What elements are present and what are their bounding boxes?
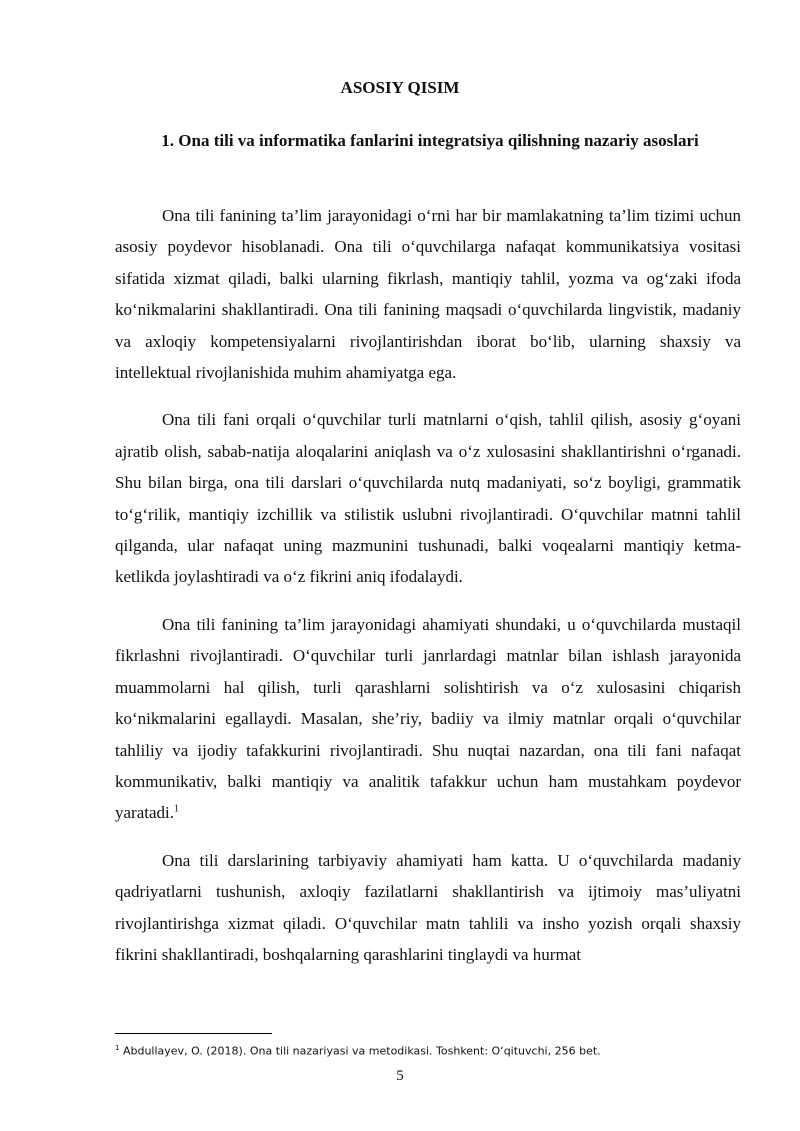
paragraph-3 [115, 609, 741, 829]
footnote-reference[interactable]: 1 [174, 803, 179, 815]
paragraph-3-text: Ona tili fanining ta’lim jarayonidagi ahamiyati shundaki, u o‘quvchilarda mustaqil fikrlashni rivojlantiradi. O‘quvchilar turli janrlardagi matnlar bilan ishlash jarayonida muammolarni hal qilish, turli qarashlarni solishtirish va o‘z xulosasini chiqarish ko‘nikmalarini egallaydi. Masalan, she’riy, badiiy va ilmiy matnlar orqali o‘quvchilar tahliliy va ijodiy tafakkurini rivojlantiradi. Shu nuqtai nazardan, ona tili fani nafaqat kommunikativ, balki mantiqiy va analitik tafakkur uchun ham mustahkam poydevor yaratadi. [115, 614, 741, 823]
paragraph-1: Ona tili fanining ta’lim jarayonidagi o‘rni har bir mamlakatning ta’lim tizimi uchun asosiy poydevor hisoblanadi. Ona tili o‘quvchilarga nafaqat kommunikatsiya vositasi sifatida xizmat qiladi, balki ularning fikrlash, mantiqiy tahlil, yozma va og‘zaki ifoda ko‘nikmalarini shakllantiradi. Ona tili fanining maqsadi o‘quvchilarda lingvistik, madaniy va axloqiy kompetensiyalarni rivojlantirishdan iborat bo‘lib, ularning shaxsiy va intellektual rivojlanishida muhim ahamiyatga ega. [115, 206, 741, 383]
body-text [115, 200, 741, 986]
page-number: 5 [396, 1068, 404, 1084]
footnote-text: Abdullayev, O. (2018). Ona tili nazariyasi va metodikasi. Toshkent: O‘qituvchi, 256 bet. [122, 1044, 601, 1058]
paragraph-4: Ona tili darslarining tarbiyaviy ahamiyati ham katta. U o‘quvchilarda madaniy qadriyatlarni tushunish, axloqiy fazilatlarni shakllantirish va ijtimoiy mas’uliyatni rivojlantirishga xizmat qiladi. O‘quvchilar matn tahlili va insho yozish orqali shaxsiy fikrini shakllantiradi, boshqalarning qarashlarini tinglaydi va hurmat [115, 850, 741, 964]
footnote-divider [115, 1033, 272, 1034]
page-title: ASOSIY QISIM [340, 78, 460, 97]
footnote-marker: 1 [115, 1044, 120, 1052]
section-heading: 1. Ona tili va informatika fanlarini integratsiya qilishning nazariy asoslari [161, 131, 699, 150]
paragraph-2: Ona tili fani orqali o‘quvchilar turli matnlarni o‘qish, tahlil qilish, asosiy g‘oyani ajratib olish, sabab-natija aloqalarini aniqlash va o‘z xulosasini shakllantirishni o‘rganadi. Shu bilan birga, ona tili darslari o‘quvchilarda nutq madaniyati, so‘z boyligi, grammatik to‘g‘rilik, mantiqiy izchillik va stilistik uslubni rivojlantiradi. O‘quvchilar matnni tahlil qilganda, ular nafaqat uning mazmunini tushunadi, balki voqealarni mantiqiy ketma-ketlikda joylashtiradi va o‘z fikrini aniq ifodalaydi. [115, 410, 741, 587]
footnote [115, 1040, 741, 1060]
